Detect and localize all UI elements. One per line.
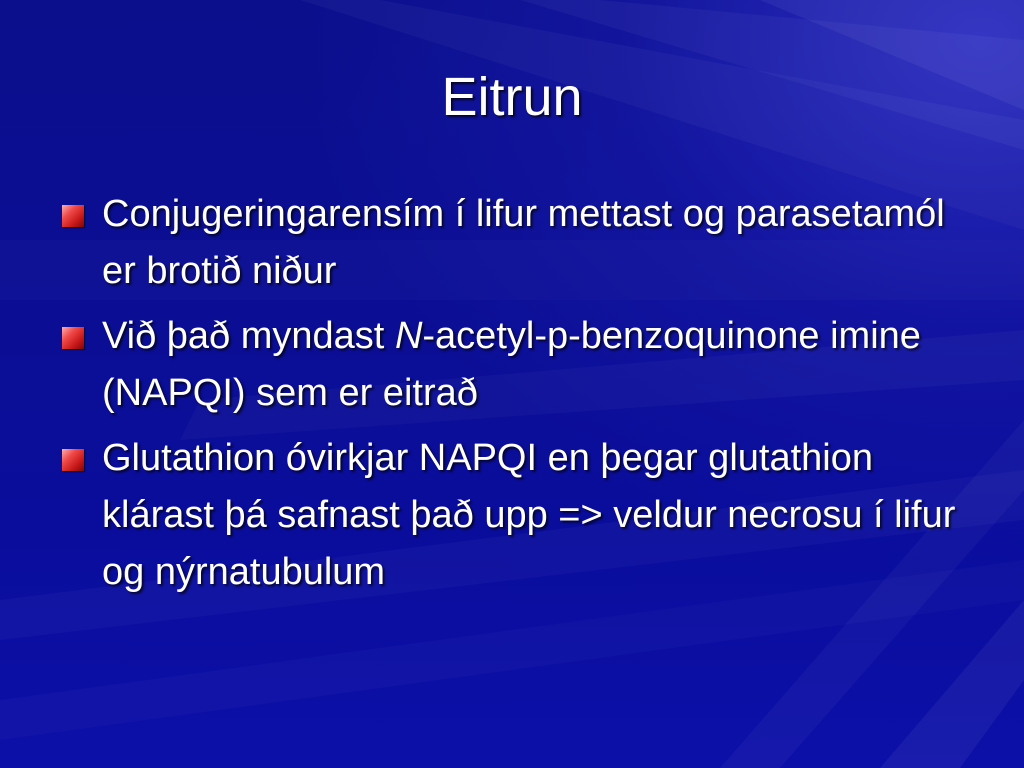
bullet-text-end: -acetyl-p-benzoquinone imine (NAPQI) sem er eitrað xyxy=(102,315,921,414)
bullet-text: Glutathion óvirkjar NAPQI en þegar glutathion klárast þá safnast það upp => veldur necrosu í lifur og nýrnatubulum xyxy=(102,437,956,593)
bullet-text: Conjugeringarensím í lifur mettast og parasetamól er brotið niður xyxy=(102,193,945,292)
bullet-item xyxy=(62,186,982,300)
square-bullet-icon xyxy=(62,205,84,227)
bullet-text xyxy=(102,315,921,414)
square-bullet-icon xyxy=(62,327,84,349)
bullet-list xyxy=(62,186,982,609)
slide-title: Eitrun xyxy=(441,67,583,127)
bullet-text-italic: N xyxy=(394,315,423,357)
bullet-item xyxy=(62,308,982,422)
bullet-text-start: Við það myndast xyxy=(102,315,395,357)
bullet-item xyxy=(62,430,982,601)
square-bullet-icon xyxy=(62,449,84,471)
